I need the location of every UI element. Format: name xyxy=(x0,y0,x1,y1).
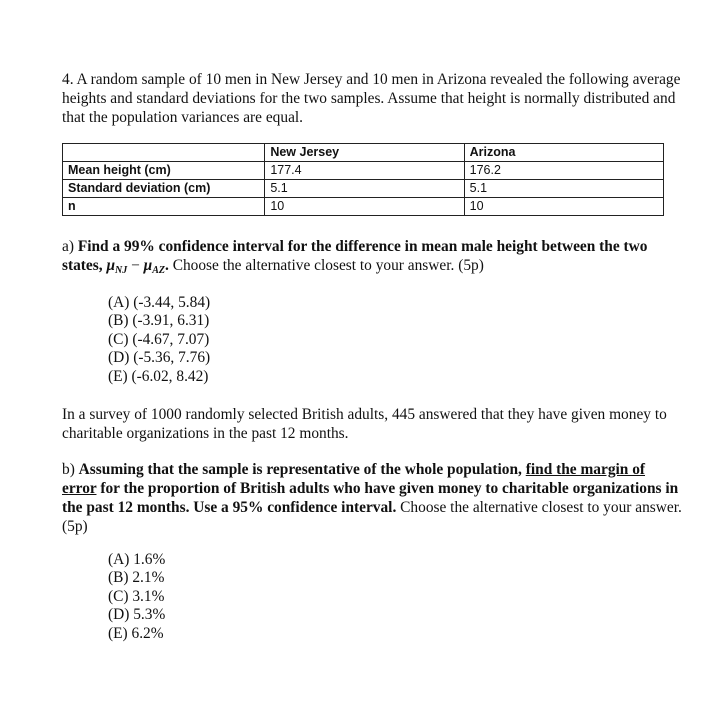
mu-symbol: μ xyxy=(106,257,116,274)
cell-nj-sd: 5.1 xyxy=(265,180,464,198)
table-header-arizona: Arizona xyxy=(464,144,663,162)
option-b: (B) 2.1% xyxy=(108,569,165,587)
row-label-n: n xyxy=(63,198,265,216)
cell-az-mean: 176.2 xyxy=(464,162,663,180)
table-header-cell xyxy=(63,144,265,162)
option-e: (E) 6.2% xyxy=(108,624,164,642)
part-a-options xyxy=(108,294,210,386)
table-row xyxy=(63,180,664,198)
part-b-question xyxy=(62,460,682,536)
option-b: (B) (-3.91, 6.31) xyxy=(108,312,210,330)
part-b-intro: In a survey of 1000 randomly selected British adults, 445 answered that they have given money to charitable organizations in the past 12 months. xyxy=(62,406,667,442)
cell-az-sd: 5.1 xyxy=(464,180,663,198)
part-a-question xyxy=(62,237,682,280)
mu-symbol: μ xyxy=(143,257,153,274)
row-label-mean-height: Mean height (cm) xyxy=(63,162,265,180)
option-c: (C) 3.1% xyxy=(108,587,165,605)
part-a-instruction: Choose the alternative closest to your answer. (5p) xyxy=(168,257,484,274)
option-a: (A) 1.6% xyxy=(108,551,166,568)
question-intro: 4. A random sample of 10 men in New Jersey and 10 men in Arizona revealed the following average heights and standard deviations for the two samples. Assume that height is normally distributed and that the population variances are equal. xyxy=(62,71,681,126)
part-b-bold-1: Assuming that the sample is representative of the whole population, xyxy=(78,461,526,478)
part-b-options xyxy=(108,551,165,643)
period: . xyxy=(164,257,169,274)
option-d: (D) 5.3% xyxy=(108,606,166,624)
option-c: (C) (-4.67, 7.07) xyxy=(108,330,210,348)
cell-nj-n: 10 xyxy=(265,198,464,216)
part-b-prefix: b) xyxy=(62,461,79,478)
part-a-prefix: a) xyxy=(62,238,78,255)
table-header-new-jersey: New Jersey xyxy=(265,144,464,162)
row-label-std-dev: Standard deviation (cm) xyxy=(63,180,265,198)
table-header-row xyxy=(63,144,664,162)
option-d: (D) (-5.36, 7.76) xyxy=(108,349,211,367)
cell-nj-mean: 177.4 xyxy=(265,162,464,180)
option-a: (A) (-3.44, 5.84) xyxy=(108,294,211,311)
part-b-bold-2: for the proportion of British adults who have given money to charitable organizations in the past 12 months. Use a 95% confidence interval. xyxy=(62,480,679,516)
part-a-bold-text: Find a 99% confidence interval for the difference in mean male height between the two states, xyxy=(62,238,648,274)
table-row xyxy=(63,198,664,216)
table-row xyxy=(63,162,664,180)
part-b-instruction: Choose the alternative closest to your answer. (5p) xyxy=(62,499,682,535)
heights-table xyxy=(62,143,664,216)
subscript-nj: NJ xyxy=(115,265,128,276)
part-b-underlined: find the margin of error xyxy=(62,461,646,497)
option-e: (E) (-6.02, 8.42) xyxy=(108,367,209,385)
subscript-az: AZ xyxy=(152,265,165,276)
cell-az-n: 10 xyxy=(464,198,663,216)
minus-sign: − xyxy=(127,257,144,274)
